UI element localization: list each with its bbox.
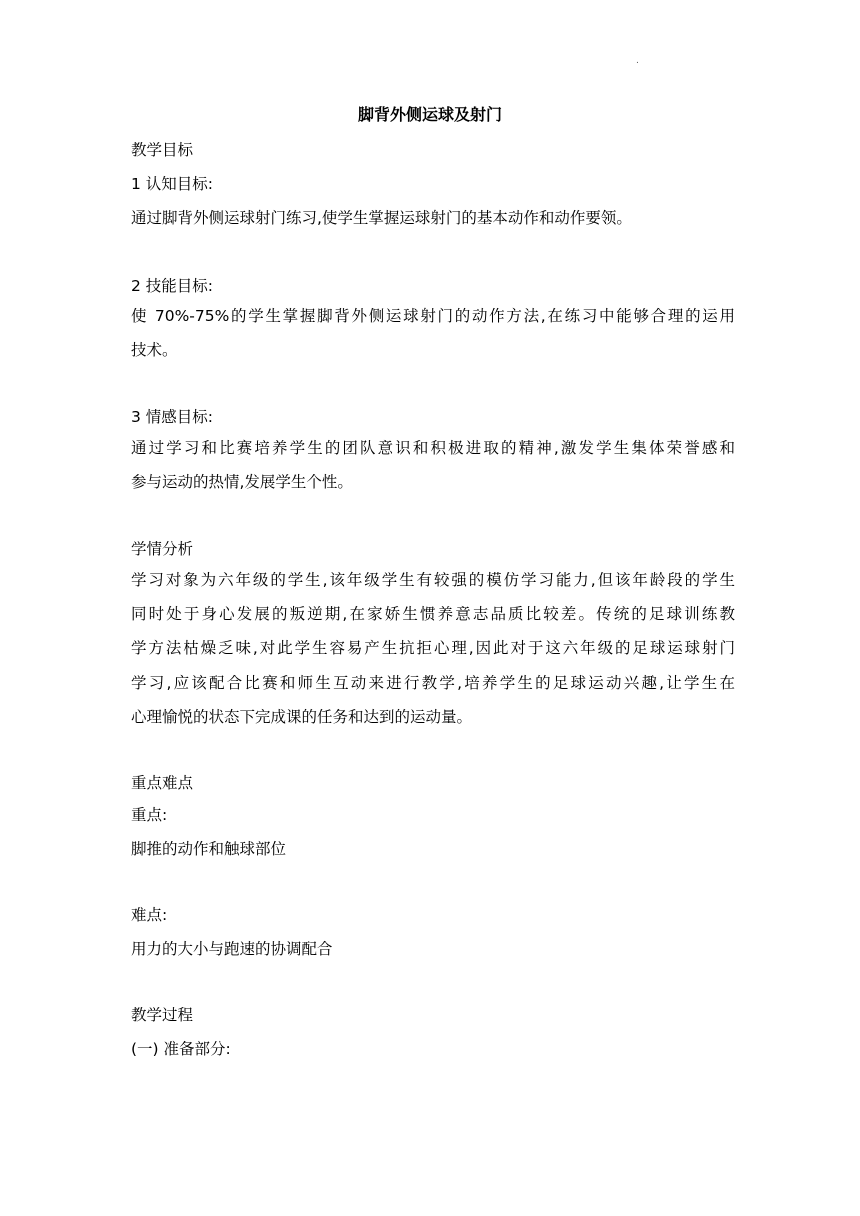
analysis-heading: 学情分析 bbox=[131, 540, 194, 558]
skill-text-line: 使 70%-75%的学生掌握脚背外侧运球射门的动作方法,在练习中能够合理的运用 bbox=[131, 307, 735, 325]
skill-text-line: 技术。 bbox=[131, 341, 178, 359]
analysis-text-line: 学方法枯燥乏味,对此学生容易产生抗拒心理,因此对于这六年级的足球运球射门 bbox=[131, 639, 735, 657]
key-point-text: 脚推的动作和触球部位 bbox=[131, 840, 287, 858]
key-point-label: 重点: bbox=[131, 806, 168, 824]
process-first-part: (一) 准备部分: bbox=[131, 1040, 231, 1058]
affective-text-line: 通过学习和比赛培养学生的团队意识和积极进取的精神,激发学生集体荣誉感和 bbox=[131, 439, 735, 457]
objectives-heading: 教学目标 bbox=[131, 141, 194, 159]
skill-label: 2 技能目标: bbox=[131, 277, 214, 295]
analysis-text-line: 心理愉悦的状态下完成课的任务和达到的运动量。 bbox=[131, 708, 473, 726]
key-points-heading: 重点难点 bbox=[131, 774, 194, 792]
cognitive-text: 通过脚背外侧运球射门练习,使学生掌握运球射门的基本动作和动作要领。 bbox=[131, 209, 632, 227]
difficult-point-text: 用力的大小与跑速的协调配合 bbox=[131, 940, 333, 958]
analysis-text-line: 学习对象为六年级的学生,该年级学生有较强的模仿学习能力,但该年龄段的学生 bbox=[131, 571, 735, 589]
affective-text-line: 参与运动的热情,发展学生个性。 bbox=[131, 473, 353, 491]
process-heading: 教学过程 bbox=[131, 1006, 194, 1024]
affective-label: 3 情感目标: bbox=[131, 408, 214, 426]
analysis-text-line: 学习,应该配合比赛和师生互动来进行教学,培养学生的足球运动兴趣,让学生在 bbox=[131, 674, 735, 692]
analysis-text-line: 同时处于身心发展的叛逆期,在家娇生惯养意志品质比较差。传统的足球训练教 bbox=[131, 605, 735, 623]
cognitive-label: 1 认知目标: bbox=[131, 175, 214, 193]
difficult-point-label: 难点: bbox=[131, 906, 168, 924]
document-title: 脚背外侧运球及射门 bbox=[357, 105, 502, 124]
header-mark: . bbox=[636, 56, 639, 66]
